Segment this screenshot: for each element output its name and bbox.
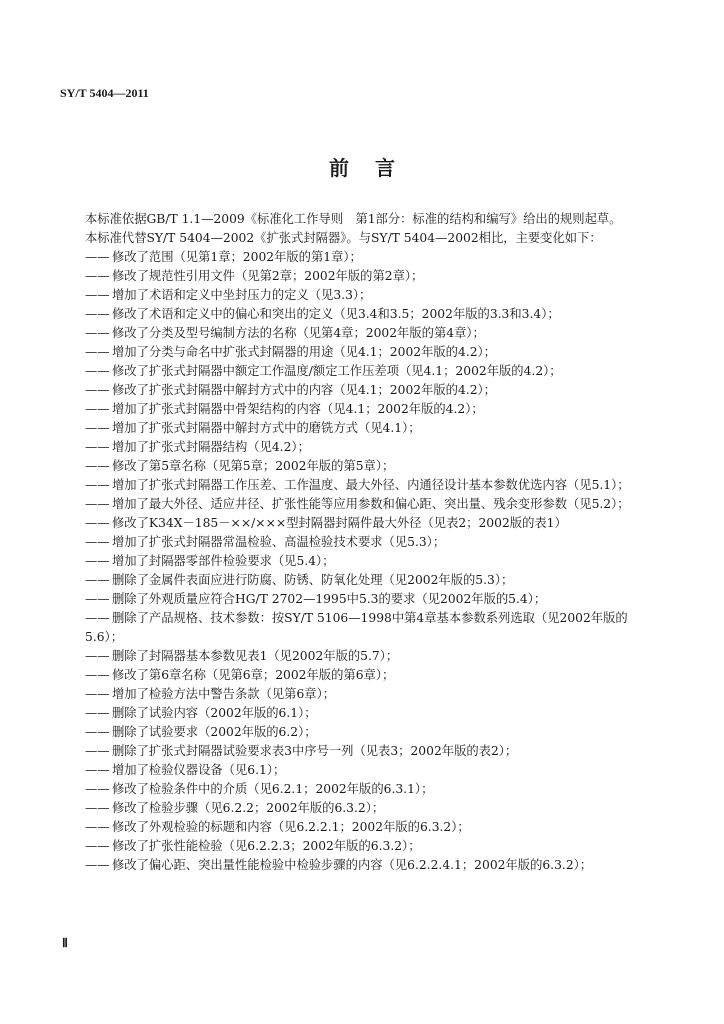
change-text: 修改了外观检验的标题和内容（见6.2.2.1；2002年版的6.3.2）； <box>112 820 470 834</box>
change-text: 修改了规范性引用文件（见第2章；2002年版的第2章）； <box>112 269 424 283</box>
page-title: 前言 <box>329 156 421 180</box>
change-list-item <box>60 571 660 590</box>
change-text: 删除了试验要求（2002年版的6.2）； <box>112 725 317 739</box>
change-list-item <box>60 799 660 818</box>
list-dash: —— <box>85 573 110 587</box>
change-list-item <box>60 248 660 267</box>
change-text: 修改了第6章名称（见第6章；2002年版的第6章）； <box>112 668 395 682</box>
list-dash: —— <box>85 478 110 492</box>
change-text: 删除了外观质量应符合HG/T 2702—1995中5.3的要求（见2002年版的5.4）； <box>112 592 547 606</box>
change-text: 增加了检验方法中警告条款（见第6章）； <box>112 687 336 701</box>
change-list-item <box>60 267 660 286</box>
change-list-item <box>60 286 660 305</box>
list-dash: —— <box>85 535 110 549</box>
change-list-item <box>60 495 660 514</box>
page-number: Ⅱ <box>62 936 68 950</box>
change-list-item <box>60 818 660 837</box>
change-list-item <box>60 552 660 571</box>
change-text: 增加了扩张式封隔器中骨架结构的内容（见4.1；2002年版的4.2）； <box>112 402 484 416</box>
list-dash: —— <box>85 611 110 625</box>
change-list-item <box>60 837 660 856</box>
change-list-item <box>60 514 660 533</box>
list-dash: —— <box>85 440 110 454</box>
change-list-item <box>60 761 660 780</box>
change-list-item <box>60 723 660 742</box>
change-list-item <box>60 666 660 685</box>
list-dash: —— <box>85 763 110 777</box>
changes-list <box>60 248 660 875</box>
change-list-item <box>60 856 660 875</box>
list-dash: —— <box>85 326 110 340</box>
list-dash: —— <box>85 554 110 568</box>
change-text: 增加了扩张式封隔器中解封方式中的磨铣方式（见4.1）； <box>112 421 421 435</box>
change-text: 增加了最大外径、适应井径、扩张性能等应用参数和偏心距、突出量、残余变形参数（见5.2）； <box>112 497 630 511</box>
list-dash: —— <box>85 706 110 720</box>
list-dash: —— <box>85 725 110 739</box>
list-dash: —— <box>85 383 110 397</box>
list-dash: —— <box>85 592 110 606</box>
change-list-item <box>60 647 660 666</box>
list-dash: —— <box>85 459 110 473</box>
list-dash: —— <box>85 364 110 378</box>
change-text: 修改了检验条件中的介质（见6.2.1；2002年版的6.3.1）； <box>112 782 434 796</box>
change-text: 删除了金属件表面应进行防腐、防锈、防氧化处理（见2002年版的5.3）； <box>112 573 514 587</box>
change-text: 修改了扩张性能检验（见6.2.2.3；2002年版的6.3.2）； <box>112 839 421 853</box>
change-text: 增加了术语和定义中坐封压力的定义（见3.3）； <box>112 288 372 302</box>
list-dash: —— <box>85 345 110 359</box>
change-text: 修改了扩张式封隔器中解封方式中的内容（见4.1；2002年版的4.2）； <box>112 383 496 397</box>
change-text: 修改了术语和定义中的偏心和突出的定义（见3.4和3.5；2002年版的3.3和3.4）； <box>112 307 560 321</box>
change-list-item <box>60 533 660 552</box>
list-dash: —— <box>85 858 110 872</box>
change-list-item <box>60 476 660 495</box>
list-dash: —— <box>85 269 110 283</box>
change-text: 删除了封隔器基本参数见表1（见2002年版的5.7）； <box>112 649 399 663</box>
change-list-item <box>60 438 660 457</box>
change-text: 删除了试验内容（2002年版的6.1）； <box>112 706 317 720</box>
change-list-item <box>60 362 660 381</box>
change-text: 增加了检验仪器设备（见6.1）； <box>112 763 286 777</box>
change-list-item <box>60 457 660 476</box>
standard-code-header: SY/T 5404—2011 <box>60 86 149 100</box>
change-list-item <box>60 343 660 362</box>
change-text: 修改了K34X－185－××/×××型封隔器封隔件最大外径（见表2；2002版的表1） <box>112 516 567 530</box>
change-text: 增加了扩张式封隔器常温检验、高温检验技术要求（见5.3）； <box>112 535 446 549</box>
document-body <box>60 210 660 875</box>
change-list-item <box>60 685 660 704</box>
change-text: 增加了扩张式封隔器结构（见4.2）； <box>112 440 310 454</box>
list-dash: —— <box>85 782 110 796</box>
change-text: 删除了产品规格、技术参数：按SY/T 5106—1998中第4章基本参数系列选取（见2002年版的5.6）； <box>85 611 628 644</box>
list-dash: —— <box>85 307 110 321</box>
intro-paragraph-2: 本标准代替SY/T 5404—2002《扩张式封隔器》。与SY/T 5404—2002相比，主要变化如下： <box>85 231 602 245</box>
change-list-item <box>60 419 660 438</box>
list-dash: —— <box>85 497 110 511</box>
list-dash: —— <box>85 839 110 853</box>
change-list-item <box>60 742 660 761</box>
list-dash: —— <box>85 402 110 416</box>
change-text: 删除了扩张式封隔器试验要求表3中序号一列（见表3；2002年版的表2）； <box>112 744 518 758</box>
list-dash: —— <box>85 288 110 302</box>
list-dash: —— <box>85 687 110 701</box>
change-text: 修改了偏心距、突出量性能检验中检验步骤的内容（见6.2.2.4.1；2002年版的6.3.2）； <box>112 858 593 872</box>
change-text: 增加了分类与命名中扩张式封隔器的用途（见4.1；2002年版的4.2）； <box>112 345 496 359</box>
list-dash: —— <box>85 668 110 682</box>
list-dash: —— <box>85 421 110 435</box>
list-dash: —— <box>85 649 110 663</box>
list-dash: —— <box>85 516 110 530</box>
list-dash: —— <box>85 250 110 264</box>
change-text: 修改了第5章名称（见第5章；2002年版的第5章）； <box>112 459 395 473</box>
change-text: 修改了分类及型号编制方法的名称（见第4章；2002年版的第4章）； <box>112 326 485 340</box>
change-list-item <box>60 381 660 400</box>
change-list-item <box>60 590 660 609</box>
list-dash: —— <box>85 744 110 758</box>
change-list-item <box>60 609 660 647</box>
change-list-item <box>60 324 660 343</box>
change-list-item <box>60 400 660 419</box>
intro-paragraph-1: 本标准依据GB/T 1.1—2009《标准化工作导则 第1部分：标准的结构和编写》给出的规则起草。 <box>85 212 622 226</box>
list-dash: —— <box>85 801 110 815</box>
change-list-item <box>60 780 660 799</box>
change-text: 修改了检验步骤（见6.2.2；2002年版的6.3.2）； <box>112 801 385 815</box>
change-list-item <box>60 305 660 324</box>
change-text: 增加了扩张式封隔器工作压差、工作温度、最大外径、内通径设计基本参数优选内容（见5.1）； <box>112 478 630 492</box>
change-text: 增加了封隔器零部件检验要求（见5.4）； <box>112 554 335 568</box>
change-text: 修改了扩张式封隔器中额定工作温度/额定工作压差项（见4.1；2002年版的4.2）； <box>112 364 562 378</box>
change-text: 修改了范围（见第1章；2002年版的第1章）； <box>112 250 362 264</box>
list-dash: —— <box>85 820 110 834</box>
change-list-item <box>60 704 660 723</box>
